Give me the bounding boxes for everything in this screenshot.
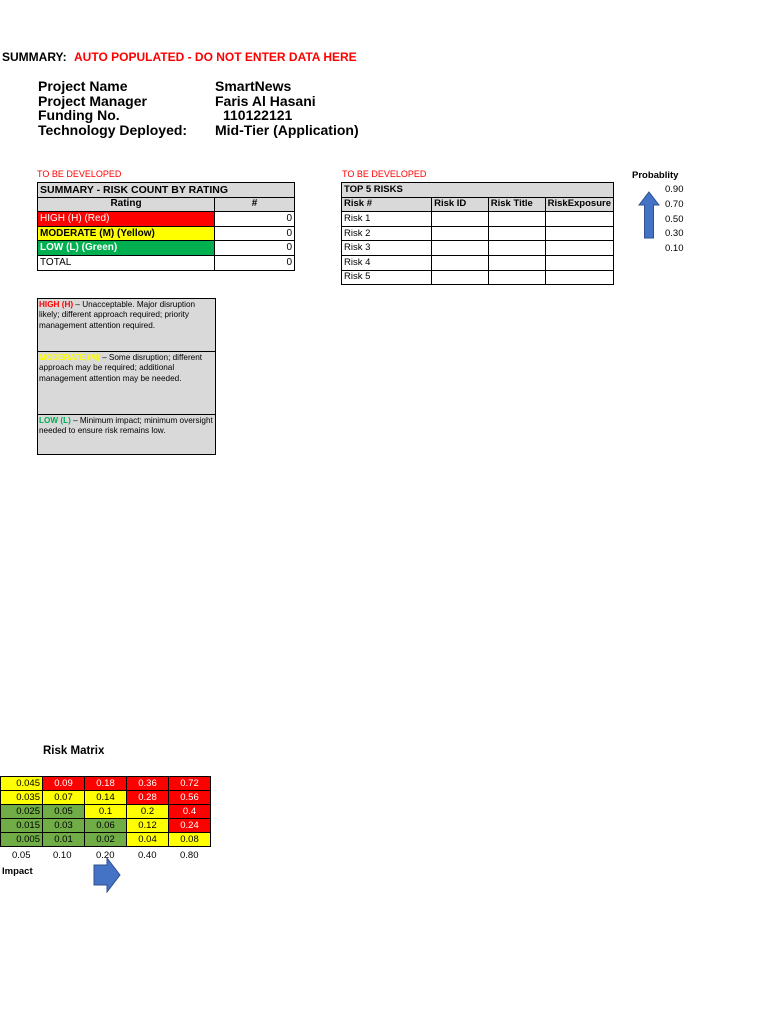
table-row [38, 197, 295, 212]
probability-value: 0.90 [665, 184, 684, 195]
matrix-cell: 0.4 [169, 805, 211, 819]
matrix-cell: 0.24 [169, 819, 211, 833]
low-count-cell: 0 [215, 241, 295, 256]
risk-title-header: Risk Title [488, 197, 545, 212]
legend-high-text: – Unacceptable. Major disruption likely; different approach required; priority management attention required. [39, 300, 196, 330]
risk-matrix-title: Risk Matrix [43, 745, 105, 757]
matrix-cell: 0.1 [85, 805, 127, 819]
risk-count-table [37, 182, 295, 271]
legend-moderate-text: – Some disruption; different approach may be required; additional management attention may be needed. [39, 353, 203, 383]
impact-value: 0.05 [12, 850, 31, 861]
matrix-prob-cell: 0.005 [1, 833, 43, 847]
matrix-prob-cell: 0.025 [1, 805, 43, 819]
risk-exposure-header: RiskExposure [545, 197, 613, 212]
table-row [342, 226, 614, 241]
impact-value: 0.20 [96, 850, 115, 861]
summary-header [2, 50, 357, 64]
technology-deployed-value: Mid-Tier (Application) [215, 121, 359, 138]
rating-col-header: Rating [38, 197, 215, 212]
table-row [38, 183, 295, 198]
matrix-cell: 0.06 [85, 819, 127, 833]
arrow-up-icon [638, 191, 660, 239]
risk-count-title: SUMMARY - RISK COUNT BY RATING [38, 183, 295, 198]
probability-value: 0.30 [665, 228, 684, 240]
matrix-cell: 0.09 [43, 777, 85, 791]
table-row [38, 226, 295, 241]
empty-cell [432, 212, 489, 227]
table-row [1, 777, 211, 791]
legend-low [38, 415, 215, 454]
matrix-cell: 0.03 [43, 819, 85, 833]
empty-cell [488, 241, 545, 256]
risk-id-header: Risk ID [432, 197, 489, 212]
empty-cell [432, 241, 489, 256]
matrix-cell: 0.72 [169, 777, 211, 791]
matrix-cell: 0.07 [43, 791, 85, 805]
matrix-prob-cell: 0.045 [1, 777, 43, 791]
matrix-cell: 0.56 [169, 791, 211, 805]
empty-cell [488, 226, 545, 241]
legend-moderate [38, 352, 215, 415]
project-name-value: SmartNews [215, 78, 292, 94]
impact-value: 0.80 [180, 850, 199, 861]
matrix-cell: 0.08 [169, 833, 211, 847]
risk-3-cell: Risk 3 [342, 241, 432, 256]
project-info-labels [38, 79, 187, 137]
matrix-cell: 0.36 [127, 777, 169, 791]
risk-legend [37, 298, 216, 455]
probability-label: Probablity [632, 170, 679, 181]
arrow-right-icon [93, 857, 121, 893]
empty-cell [488, 270, 545, 285]
impact-value: 0.40 [138, 850, 157, 861]
empty-cell [488, 255, 545, 270]
table-row [342, 183, 614, 198]
table-row [38, 255, 295, 270]
legend-high [38, 299, 215, 352]
risk-matrix-table [0, 776, 211, 847]
table-row [1, 805, 211, 819]
table-row [342, 255, 614, 270]
empty-cell [432, 226, 489, 241]
empty-cell [545, 241, 613, 256]
matrix-cell: 0.28 [127, 791, 169, 805]
empty-cell [545, 212, 613, 227]
probability-value: 0.70 [665, 198, 684, 210]
risk-5-cell: Risk 5 [342, 270, 432, 285]
table-row [38, 241, 295, 256]
empty-cell [432, 255, 489, 270]
impact-label: Impact [2, 866, 33, 877]
project-manager-label: Project Manager [38, 92, 147, 109]
empty-cell [545, 255, 613, 270]
probability-values [665, 183, 684, 257]
empty-cell [488, 212, 545, 227]
high-rating-cell: HIGH (H) (Red) [38, 212, 215, 227]
risk-num-header: Risk # [342, 197, 432, 212]
technology-deployed-label: Technology Deployed: [38, 121, 188, 138]
empty-cell [432, 270, 489, 285]
table-row [1, 833, 211, 847]
matrix-cell: 0.05 [43, 805, 85, 819]
matrix-cell: 0.12 [127, 819, 169, 833]
legend-low-tag: LOW (L) [39, 416, 71, 425]
table-row [1, 819, 211, 833]
summary-notice: AUTO POPULATED - DO NOT ENTER DATA HERE [74, 50, 357, 64]
table-row [38, 212, 295, 227]
top5-title: TOP 5 RISKS [342, 183, 614, 198]
legend-moderate-tag: MODERATE (M) [39, 353, 100, 362]
risk-2-cell: Risk 2 [342, 226, 432, 241]
project-info-values [215, 79, 359, 137]
matrix-cell: 0.18 [85, 777, 127, 791]
total-count-cell: 0 [215, 255, 295, 270]
funding-no-label: Funding No. [38, 107, 120, 123]
total-rating-cell: TOTAL [38, 255, 215, 270]
count-col-header: # [215, 197, 295, 212]
risk-4-cell: Risk 4 [342, 255, 432, 270]
table-row [342, 212, 614, 227]
table-row [342, 270, 614, 285]
impact-value: 0.10 [53, 850, 72, 861]
high-count-cell: 0 [215, 212, 295, 227]
matrix-cell: 0.2 [127, 805, 169, 819]
probability-value: 0.50 [665, 213, 684, 225]
low-rating-cell: LOW (L) (Green) [38, 241, 215, 256]
table-row [342, 241, 614, 256]
legend-high-tag: HIGH (H) [39, 300, 74, 309]
empty-cell [545, 270, 613, 285]
matrix-cell: 0.02 [85, 833, 127, 847]
project-manager-value: Faris Al Hasani [215, 92, 316, 109]
empty-cell [545, 226, 613, 241]
moderate-rating-cell: MODERATE (M) (Yellow) [38, 226, 215, 241]
summary-label: SUMMARY: [2, 50, 67, 64]
probability-value: 0.10 [665, 243, 684, 255]
table-row [342, 197, 614, 212]
legend-low-text: – Minimum impact; minimum oversight needed to ensure risk remains low. [39, 416, 213, 436]
top5-tbd: TO BE DEVELOPED [342, 169, 427, 179]
top5-risks-table [341, 182, 614, 285]
matrix-prob-cell: 0.015 [1, 819, 43, 833]
matrix-prob-cell: 0.035 [1, 791, 43, 805]
funding-no-value: 110122121 [223, 107, 293, 123]
matrix-cell: 0.01 [43, 833, 85, 847]
project-name-label: Project Name [38, 78, 128, 94]
matrix-cell: 0.04 [127, 833, 169, 847]
table-row [1, 791, 211, 805]
moderate-count-cell: 0 [215, 226, 295, 241]
matrix-cell: 0.14 [85, 791, 127, 805]
risk-count-tbd: TO BE DEVELOPED [37, 169, 122, 179]
risk-1-cell: Risk 1 [342, 212, 432, 227]
